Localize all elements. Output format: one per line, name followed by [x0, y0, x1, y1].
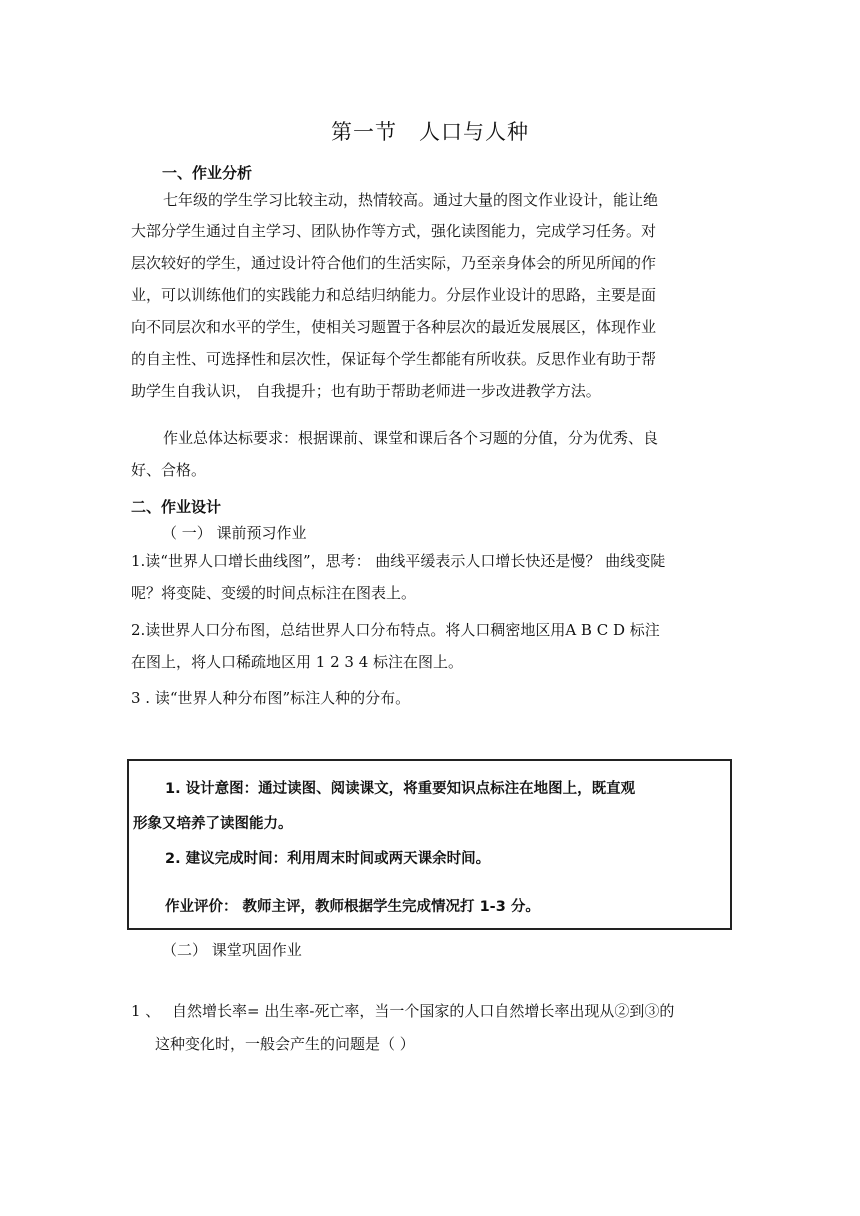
paragraph-line: 大部分学生通过自主学习、团队协作等方式，强化读图能力，完成学习任务。对 — [131, 222, 657, 240]
question-text: 自然增长率= 出生率-死亡率，当一个国家的人口自然增长率出现从②到③的 — [172, 1002, 675, 1020]
page-title: 第一节 人口与人种 — [331, 120, 529, 144]
paragraph-line: 业，可以训练他们的实践能力和总结归纳能力。分层作业设计的思路，主要是面 — [131, 286, 657, 304]
task-item-2: 2.读世界人口分布图，总结世界人口分布特点。将人口稠密地区用A B C D 标注 — [131, 621, 660, 639]
paragraph-line: 好、合格。 — [131, 461, 207, 479]
paragraph-line: 向不同层次和水平的学生，使相关习题置于各种层次的最近发展展区，体现作业 — [131, 318, 657, 336]
paragraph-line: 作业总体达标要求：根据课前、课堂和课后各个习题的分值，分为优秀、良 — [163, 429, 659, 447]
task-item-3: 3 . 读“世界人种分布图”标注人种的分布。 — [131, 689, 411, 707]
box-line: 形象又培养了读图能力。 — [133, 816, 293, 832]
section-heading-design: 二、作业设计 — [131, 498, 222, 516]
paragraph-line: 七年级的学生学习比较主动，热情较高。通过大量的图文作业设计，能让绝 — [163, 191, 659, 209]
task-item-1: 1.读“世界人口增长曲线图”，思考： 曲线平缓表示人口增长快还是慢？ 曲线变陡 — [131, 552, 666, 570]
design-intent-box — [127, 759, 732, 930]
question-text-cont: 这种变化时，一般会产生的问题是（ ） — [155, 1035, 415, 1053]
paragraph-line: 的自主性、可选择性和层次性，保证每个学生都能有所收获。反思作业有助于帮 — [131, 350, 657, 368]
section-heading-analysis: 一、作业分析 — [162, 164, 253, 182]
paragraph-line: 助学生自我认识， 自我提升；也有助于帮助老师进一步改进教学方法。 — [131, 382, 601, 400]
box-line: 1. 设计意图：通过读图、阅读课文，将重要知识点标注在地图上，既直观 — [165, 781, 636, 797]
task-item-2-cont: 在图上，将人口稀疏地区用 1 2 3 4 标注在图上。 — [131, 653, 464, 671]
paragraph-line: 层次较好的学生，通过设计符合他们的生活实际，乃至亲身体会的所见所闻的作 — [131, 254, 657, 272]
box-line: 作业评价： 教师主评，教师根据学生完成情况打 1-3 分。 — [165, 899, 540, 915]
task-item-1-cont: 呢？将变陡、变缓的时间点标注在图表上。 — [131, 584, 417, 602]
subsection-label-classroom: （二） 课堂巩固作业 — [162, 941, 302, 959]
question-number: 1 、 — [131, 1002, 161, 1020]
subsection-label-preview: （ 一） 课前预习作业 — [162, 524, 307, 542]
box-line: 2. 建议完成时间：利用周末时间或两天课余时间。 — [165, 851, 491, 867]
